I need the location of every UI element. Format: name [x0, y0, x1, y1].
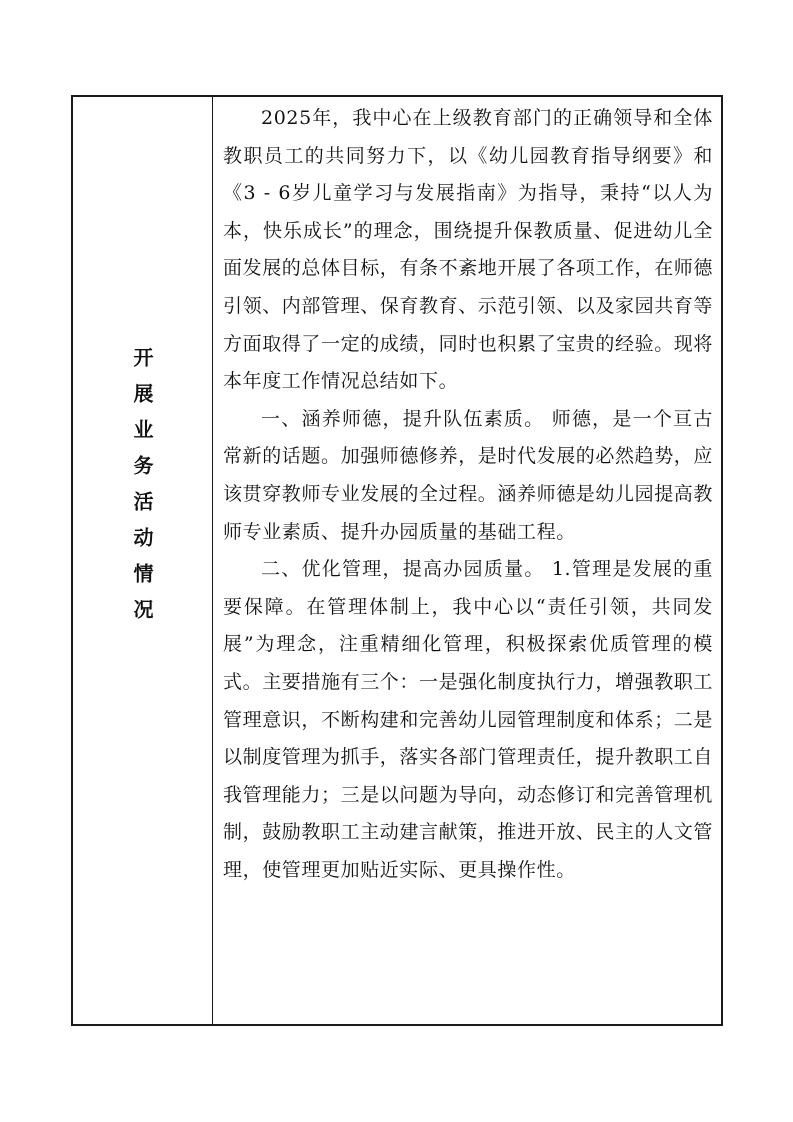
content-cell — [213, 97, 721, 1024]
paragraph-intro: 2025年，我中心在上级教育部门的正确领导和全体教职员工的共同努力下，以《幼儿园教育指导纲要》和《3 - 6岁儿童学习与发展指南》为指导，秉持“以人为本，快乐成长”的理念，围绕提升保教质量、促进幼儿全面发展的总体目标，有条不紊地开展了各项工作，在师德引领、内部管理、保育教育、示范引领、以及家园共育等方面取得了一定的成绩，同时也积累了宝贵的经验。现将本年度工作情况总结如下。 — [223, 107, 714, 393]
section-label-cell — [73, 97, 213, 1024]
report-table — [71, 95, 723, 1026]
paragraph-management: 二、优化管理，提高办园质量。 1.管理是发展的重要保障。在管理体制上，我中心以“责任引领，共同发展”为理念，注重精细化管理，积极探索优质管理的模式。主要措施有三个：一是强化制度执行力，增强教职工管理意识，不断构建和完善幼儿园管理制度和体系；二是以制度管理为抓手，落实各部门管理责任，提升教职工自我管理能力；三是以问题为导向，动态修订和完善管理机制，鼓励教职工主动建言献策，推进开放、民主的人文管理，使管理更加贴近实际、更具操作性。 — [223, 558, 714, 881]
paragraph-teacher-ethics: 一、涵养师德，提升队伍素质。 师德，是一个亘古常新的话题。加强师德修养，是时代发展的必然趋势，应该贯穿教师专业发展的全过程。涵养师德是幼儿园提高教师专业素质、提升办园质量的基础工程。 — [223, 407, 714, 543]
section-label: 开展业务活动情况 — [130, 346, 154, 635]
